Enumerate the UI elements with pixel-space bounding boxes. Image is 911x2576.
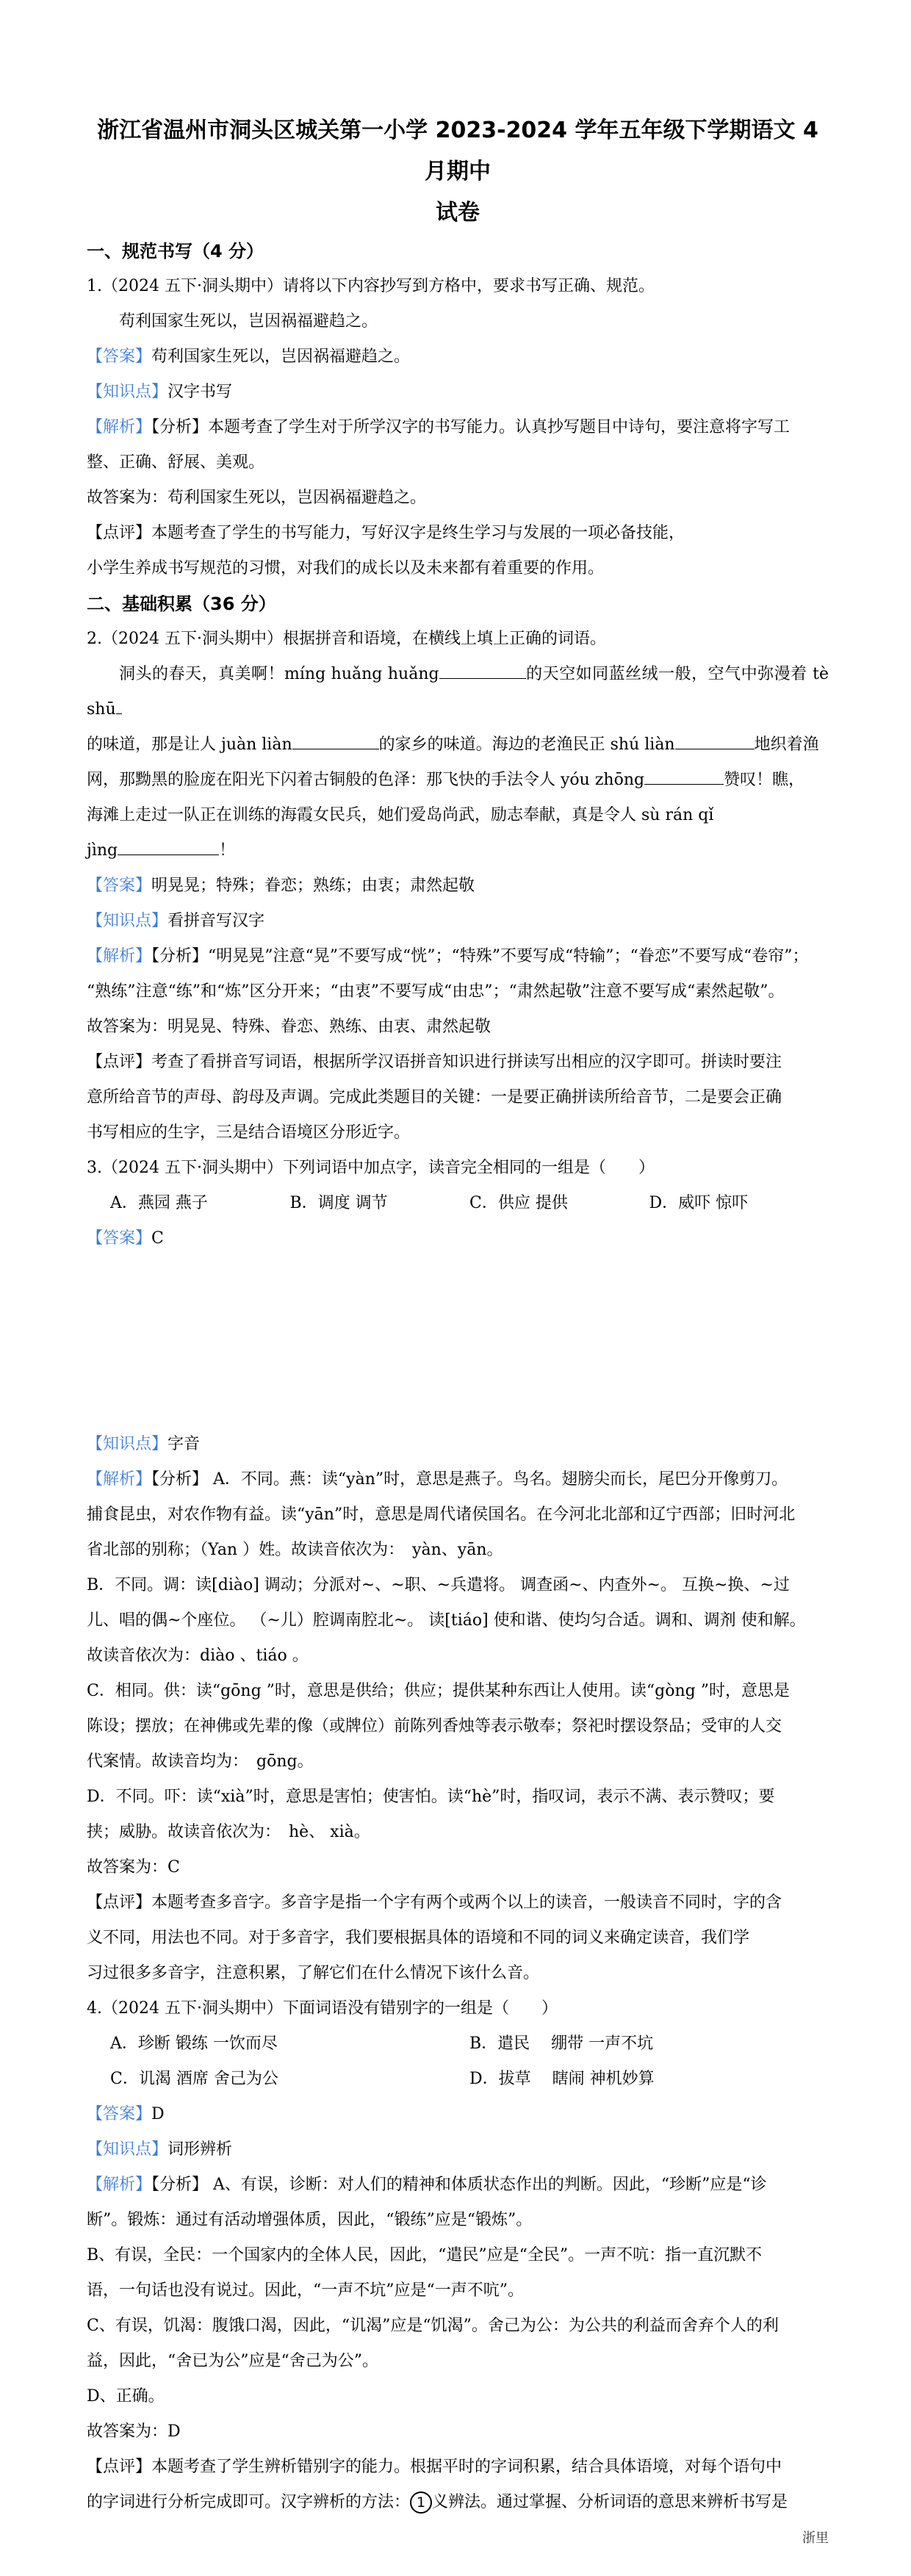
q3-analysis-line: 故读音依次为：diào 、tiáo 。	[87, 1647, 309, 1665]
q3-analysis-line: 捕食昆虫，对农作物有益。读“yān”时，意思是周代诸侯国名。在今河北北部和辽宁西部；旧时河北	[87, 1505, 796, 1524]
q3-comment-cont-2: 习过很多多音字，注意积累，了解它们在什么情况下该什么音。	[87, 1964, 540, 1982]
q2-analysis: 【解析】【分析】“明晃晃”注意“晃”不要写成“恍”；“特殊”不要写成“特输”；“眷恋”不要写成“卷帘”；	[87, 947, 809, 965]
q2-passage-line-1: 洞头的春天，真美啊！míng huǎng huǎng 的天空如同蓝丝绒一般，空气中弥漫着 tè shū	[87, 657, 829, 727]
blank-space	[87, 1256, 829, 1427]
q4-analysis-line: D、正确。	[87, 2387, 165, 2406]
q1-knowledge-point: 【知识点】汉字书写	[87, 383, 233, 401]
analysis-tag: 【解析】	[87, 418, 152, 436]
title-line-2: 试卷	[436, 200, 480, 226]
q3-comment-cont-1: 义不同，用法也不同。对于多音字，我们要根据具体的语境和不同的词义来确定读音，我们学	[87, 1929, 750, 1947]
q4-option-b[interactable]: B．遣民 绷带 一声不坑	[469, 2034, 654, 2053]
q3-option-a[interactable]: A．燕园 燕子	[110, 1194, 208, 1212]
circled-number-1: 1	[410, 2492, 432, 2514]
q4-comment: 【点评】本题考查了学生辨析错别字的能力。根据平时的字词积累，结合具体语境，对每个语句中	[87, 2458, 782, 2476]
q2-blank-5[interactable]	[644, 766, 724, 785]
q4-option-d[interactable]: D．拔草 瞎闹 神机妙算	[469, 2070, 655, 2088]
q2-analysis-cont: “熟练”注意“练”和“炼”区分开来；“由衷”不要写成“由忠”；“肃然起敬”注意不要写成“素然起敬”。	[87, 982, 785, 1001]
q4-options-row-2	[87, 2062, 829, 2097]
q4-final-answer: 故答案为：D	[87, 2422, 181, 2441]
q2-blank-2[interactable]	[116, 696, 122, 714]
q3-comment: 【点评】本题考查多音字。多音字是指一个字有两个或两个以上的读音，一般读音不同时，字的含	[87, 1893, 782, 1912]
q2-comment-cont-1: 意所给音节的声母、韵母及声调。完成此类题目的关键：一是要正确拼读所给音节，二是要会正确	[87, 1088, 782, 1107]
q4-options-row-1	[87, 2026, 829, 2062]
q1-comment-cont: 小学生养成书写规范的习惯，对我们的成长以及未来都有着重要的作用。	[87, 559, 605, 578]
q3-option-c[interactable]: C．供应 提供	[469, 1194, 568, 1212]
document-title	[87, 110, 829, 234]
q4-comment-cont: 的字词进行分析完成即可。汉字辨析的方法： 1 义辨法。通过掌握、分析词语的意思来辨析书写是	[87, 2485, 829, 2520]
q2-passage-line-3: 网，那黝黑的脸庞在阳光下闪着古铜般的色泽：那飞快的手法令人 yóu zhōng 赞叹！瞧，	[87, 763, 829, 798]
q4-analysis: 【解析】【分析】 A、有误，诊断：对人们的精神和体质状态作出的判断。因此，“珍断”应是“诊	[87, 2176, 767, 2194]
q2-passage-line-2: 的味道，那是让人 juàn liàn 的家乡的味道。海边的老渔民正 shú liàn 地织着渔	[87, 727, 829, 763]
page-footer: 浙里	[802, 2530, 829, 2546]
q3-stem: 3.（2024 五下·洞头期中）下列词语中加点字，读音完全相同的一组是（ ）	[87, 1159, 655, 1177]
q3-analysis-line: D．不同。吓：读“xià”时，意思是害怕；使害怕。读“hè”时，指叹词，表示不满、表示赞叹；要	[87, 1788, 775, 1806]
q3-answer: 【答案】C	[87, 1229, 164, 1248]
q3-analysis-line: 代案情。故读音均为： gōng。	[87, 1752, 314, 1771]
q4-stem: 4.（2024 五下·洞头期中）下面词语没有错别字的一组是（ ）	[87, 1999, 558, 2018]
q4-answer: 【答案】D	[87, 2105, 165, 2123]
q1-analysis-cont: 整、正确、舒展、美观。	[87, 453, 265, 472]
q1-text: 苟利国家生死以，岂因祸福避趋之。	[119, 312, 378, 331]
q2-final-answer: 故答案为：明晃晃、特殊、眷恋、熟练、由衷、肃然起敬	[87, 1018, 491, 1036]
q3-option-b[interactable]: B．调度 调节	[289, 1194, 388, 1212]
q4-analysis-line: 断”。锻炼：通过有活动增强体质，因此，“锻练”应是“锻炼”。	[87, 2211, 533, 2229]
title-line-1: 浙江省温州市洞头区城关第一小学 2023-2024 学年五年级下学期语文 4 月期中	[97, 118, 818, 184]
q2-knowledge-point: 【知识点】看拼音写汉字	[87, 912, 265, 930]
section-heading-1: 一、规范书写（4 分）	[87, 241, 264, 262]
q2-comment: 【点评】考查了看拼音写词语，根据所学汉语拼音知识进行拼读写出相应的汉字即可。拼读时要注	[87, 1053, 782, 1071]
q3-analysis: 【解析】【分析】 A．不同。燕：读“yàn”时，意思是燕子。鸟名。翅膀尖而长，尾巴分开像剪刀。	[87, 1470, 788, 1489]
q3-option-d[interactable]: D．威吓 惊吓	[649, 1194, 749, 1212]
q1-final-answer: 故答案为：苟利国家生死以，岂因祸福避趋之。	[87, 489, 427, 507]
q2-comment-cont-2: 书写相应的生字，三是结合语境区分形近字。	[87, 1123, 411, 1142]
q2-blank-6[interactable]	[118, 837, 219, 855]
q2-blank-4[interactable]	[675, 731, 755, 749]
comment-tag: 【点评】	[87, 524, 152, 542]
q2-blank-3[interactable]	[292, 731, 379, 749]
q4-analysis-line: B、有误，全民：一个国家内的全体人民，因此，“遣民”应是“全民”。一声不吭：指一直沉默不	[87, 2246, 763, 2264]
q3-options	[87, 1186, 829, 1221]
q1-analysis: 【解析】【分析】本题考查了学生对于所学汉字的书写能力。认真抄写题目中诗句，要注意将字写工	[87, 418, 791, 436]
document-page	[87, 110, 829, 2520]
q4-option-c[interactable]: C．讥渴 酒席 舍己为公	[110, 2070, 278, 2088]
q2-passage-line-4: 海滩上走过一队正在训练的海霞女民兵，她们爱岛尚武，励志奉献，真是令人 sù rán qǐ	[87, 806, 714, 824]
q1-comment: 【点评】本题考查了学生的书写能力，写好汉字是终生学习与发展的一项必备技能，	[87, 524, 685, 542]
section-heading-2: 二、基础积累（36 分）	[87, 594, 276, 614]
q3-analysis-line: 陈设；摆放；在神佛或先辈的像（或牌位）前陈列香烛等表示敬奉；祭祀时摆设祭品；受审的人交	[87, 1717, 782, 1735]
q2-passage-line-5: jìng ！	[87, 833, 829, 868]
q3-analysis-line: 省北部的别称；（Yan ）姓。故读音依次为： yàn、yān。	[87, 1541, 503, 1559]
q3-analysis-line: 挟；威胁。故读音依次为： hè、 xià。	[87, 1823, 370, 1841]
q2-blank-1[interactable]	[439, 661, 526, 679]
q3-analysis-line: 儿、唱的偶~个座位。 （~儿）腔调南腔北~。 读[tiáo] 使和谐、使均匀合适。调和、调剂 使和解。	[87, 1611, 806, 1630]
answer-tag: 【答案】	[87, 348, 152, 366]
q4-analysis-line: 益，因此，“舍已为公”应是“舍己为公”。	[87, 2352, 378, 2370]
knowledge-tag: 【知识点】	[87, 383, 168, 401]
q4-analysis-line: C、有误，饥渴：腹饿口渴，因此，“讥渴”应是“饥渴”。舍己为公：为公共的利益而舍弃个人的利	[87, 2317, 779, 2335]
q2-answer: 【答案】明晃晃；特殊；眷恋；熟练；由衷；肃然起敬	[87, 877, 475, 895]
q3-final-answer: 故答案为：C	[87, 1858, 180, 1877]
q3-analysis-line: B．不同。调：读[diào] 调动；分派对~、~职、~兵遣将。 调查函~、内查外~。 互换~换、~过	[87, 1576, 790, 1594]
q4-analysis-line: 语，一句话也没有说过。因此，“一声不坑”应是“一声不吭”。	[87, 2281, 524, 2300]
q1-stem: 1.（2024 五下·洞头期中）请将以下内容抄写到方格中，要求书写正确、规范。	[87, 277, 655, 295]
q4-option-a[interactable]: A．珍断 锻练 一饮而尽	[110, 2034, 278, 2053]
q3-analysis-line: C．相同。供：读“gōng ”时，意思是供给；供应；提供某种东西让人使用。读“gòng ”时，意思是	[87, 1682, 790, 1700]
q4-knowledge-point: 【知识点】词形辨析	[87, 2140, 233, 2159]
q1-answer: 【答案】苟利国家生死以，岂因祸福避趋之。	[87, 348, 411, 366]
q2-stem: 2.（2024 五下·洞头期中）根据拼音和语境，在横线上填上正确的词语。	[87, 630, 606, 648]
q3-knowledge-point: 【知识点】字音	[87, 1435, 201, 1453]
